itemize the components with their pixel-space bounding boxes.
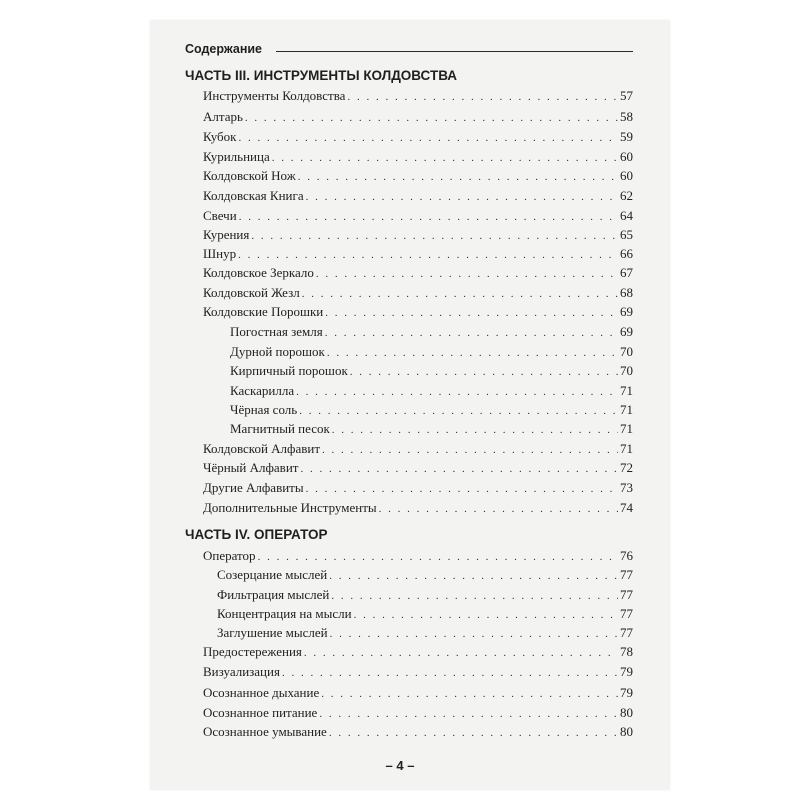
toc-entry-label: Колдовская Книга [203,188,304,203]
toc-entry-page: 69 [620,324,633,339]
toc-entry[interactable] [203,127,633,146]
header-rule [276,51,633,52]
toc-entry-label: Фильтрация мыслей [217,587,330,602]
toc-subentry[interactable] [217,585,633,604]
toc-entry-page: 79 [620,664,633,679]
toc-entry[interactable] [203,722,633,741]
toc-entry-label: Созерцание мыслей [217,567,328,582]
toc-entry-page: 79 [620,685,633,700]
toc-entry[interactable] [203,302,633,321]
toc-entry-label: Курения [203,227,250,242]
leader-dots [379,500,618,519]
toc-entry-page: 71 [620,383,633,398]
toc-entry[interactable] [203,546,633,565]
toc-entry-page: 66 [620,246,633,261]
leader-dots [332,421,618,440]
toc-entry-page: 77 [620,587,633,602]
toc-entry[interactable] [203,478,633,497]
toc-subentry[interactable] [230,322,633,341]
toc-entry-page: 74 [620,500,633,515]
toc-subentry[interactable] [230,381,633,400]
toc-entry-page: 72 [620,460,633,475]
toc-subentry[interactable] [230,419,633,438]
toc-entry-label: Магнитный песок [230,421,330,436]
toc-entry[interactable] [203,683,633,702]
contents-title: Содержание [185,42,263,56]
toc-entry-page: 65 [620,227,633,242]
contents-header [185,38,633,56]
leader-dots [238,129,618,148]
toc-entry[interactable] [203,166,633,185]
toc-entry-page: 77 [620,606,633,621]
part3-heading: ЧАСТЬ III. ИНСТРУМЕНТЫ КОЛДОВСТВА [185,68,458,83]
page-number: – 4 – [385,758,415,773]
toc-entry-label: Предостережения [203,644,302,659]
leader-dots [347,88,618,107]
toc-entry-label: Другие Алфавиты [203,480,304,495]
leader-dots [304,644,618,663]
toc-entry-page: 69 [620,304,633,319]
toc-entry[interactable] [203,283,633,302]
leader-dots [298,168,618,187]
toc-entry[interactable] [203,458,633,477]
toc-entry-label: Оператор [203,548,256,563]
toc-entry-label: Инструменты Колдовства [203,88,346,103]
toc-entry-label: Дополнительные Инструменты [203,500,377,515]
toc-entry[interactable] [203,107,633,126]
toc-entry[interactable] [203,147,633,166]
toc-entry-page: 80 [620,705,633,720]
leader-dots [325,324,618,343]
toc-entry-page: 60 [620,168,633,183]
toc-entry-label: Шнур [203,246,237,261]
toc-entry[interactable] [203,662,633,681]
toc-entry-page: 71 [620,441,633,456]
toc-entry-label: Осознанное умывание [203,724,327,739]
toc-entry-page: 70 [620,363,633,378]
leader-dots [329,567,618,586]
leader-dots [316,265,618,284]
toc-entry[interactable] [203,263,633,282]
toc-entry-label: Дурной порошок [230,344,325,359]
leader-dots [306,480,618,499]
toc-entry[interactable] [203,86,633,105]
toc-entry-label: Осознанное дыхание [203,685,320,700]
toc-entry[interactable] [203,206,633,225]
toc-entry-page: 60 [620,149,633,164]
leader-dots [350,363,618,382]
leader-dots [321,685,618,704]
toc-subentry[interactable] [217,604,633,623]
toc-entry-label: Концентрация на мысли [217,606,352,621]
toc-entry-page: 76 [620,548,633,563]
toc-entry-label: Кубок [203,129,237,144]
toc-entry-page: 77 [620,567,633,582]
toc-entry-label: Заглушение мыслей [217,625,328,640]
toc-entry[interactable] [203,244,633,263]
toc-entry-page: 59 [620,129,633,144]
toc-subentry[interactable] [230,361,633,380]
part4-heading: ЧАСТЬ IV. ОПЕРАТОР [185,527,328,542]
toc-entry-page: 71 [620,402,633,417]
toc-entry-label: Курильница [203,149,270,164]
leader-dots [300,460,618,479]
toc-entry-page: 64 [620,208,633,223]
toc-entry[interactable] [203,642,633,661]
toc-entry[interactable] [203,439,633,458]
leader-dots [325,304,618,323]
toc-entry-page: 57 [620,88,633,103]
toc-entry-label: Осознанное питание [203,705,318,720]
toc-entry-label: Каскарилла [230,383,295,398]
toc-entry-label: Чёрная соль [230,402,298,417]
leader-dots [245,109,618,128]
toc-entry-page: 58 [620,109,633,124]
toc-subentry[interactable] [217,565,633,584]
leader-dots [282,664,618,683]
leader-dots [306,188,618,207]
toc-entry-label: Колдовской Жезл [203,285,300,300]
toc-entry-label: Чёрный Алфавит [203,460,299,475]
toc-subentry[interactable] [230,342,633,361]
toc-entry-page: 70 [620,344,633,359]
toc-entry-label: Погостная земля [230,324,323,339]
toc-entry[interactable] [203,225,633,244]
toc-entry-label: Колдовское Зеркало [203,265,314,280]
toc-subentry[interactable] [230,400,633,419]
toc-entry-page: 68 [620,285,633,300]
toc-entry-page: 67 [620,265,633,280]
toc-entry[interactable] [203,703,633,722]
toc-entry-label: Алтарь [203,109,243,124]
toc-entry-label: Колдовской Нож [203,168,296,183]
toc-entry-label: Колдовские Порошки [203,304,324,319]
toc-entry-page: 62 [620,188,633,203]
toc-subentry[interactable] [217,623,633,642]
toc-entry-label: Свечи [203,208,237,223]
toc-entry-page: 77 [620,625,633,640]
toc-entry-label: Кирпичный порошок [230,363,348,378]
toc-entry-page: 71 [620,421,633,436]
toc-entry-label: Колдовской Алфавит [203,441,320,456]
toc-entry-page: 73 [620,480,633,495]
toc-entry-label: Визуализация [203,664,280,679]
toc-entry-page: 78 [620,644,633,659]
toc-entry[interactable] [203,186,633,205]
toc-entry[interactable] [203,498,633,517]
leader-dots [329,724,618,743]
toc-entry-page: 80 [620,724,633,739]
